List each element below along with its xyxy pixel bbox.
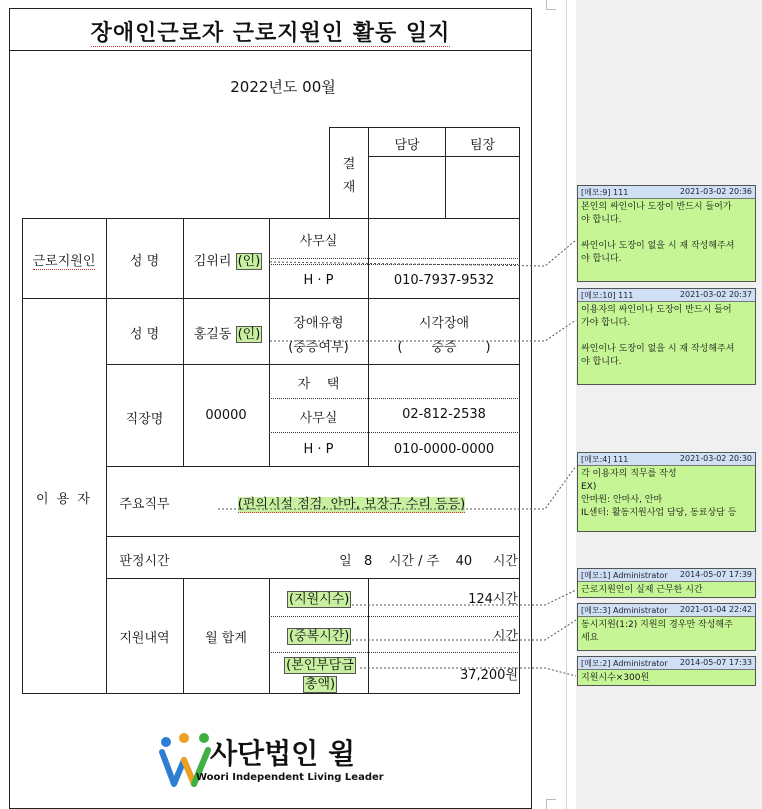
user-name-field[interactable]: 홍길동 (인) [193, 327, 261, 342]
memo-1[interactable]: [메모:1] Administrator 2014-05-07 17:39 근로지원인이 실제 근무한 시간 [577, 568, 756, 598]
approval-label-1: 결 [342, 157, 356, 172]
worker-row-label: 근로지원인 [32, 254, 96, 269]
duty-label: 주요직무 [119, 497, 170, 512]
copay-label: (본인부담금 총액) [286, 658, 354, 692]
year-month[interactable]: 2022년도 00월 [230, 78, 336, 96]
disability-value-1[interactable]: 시각장애 [418, 316, 470, 331]
user-row-label: 이 용 자 [36, 492, 92, 507]
user-office-value[interactable]: 02-812-2538 [402, 407, 486, 422]
worker-hp-value[interactable]: 010-7937-9532 [393, 273, 495, 288]
user-name-label: 성 명 [129, 327, 160, 342]
worker-hp-label: H · P [303, 273, 334, 288]
user-hp-label: H · P [303, 442, 334, 457]
document-title[interactable]: 장애인근로자 근로지원인 활동 일지 [90, 21, 451, 46]
user-office-label: 사무실 [299, 411, 338, 426]
workplace-label: 직장명 [125, 412, 164, 427]
worker-name-label: 성 명 [129, 254, 160, 269]
approval-col1-label: 담당 [394, 138, 420, 153]
duty-value[interactable]: (편의시설 점검, 안마, 보장구 수리 등등) [237, 497, 466, 512]
disability-label-2: (중증여부) [288, 340, 349, 355]
support-hours-label: (지원시수) [289, 592, 350, 607]
memo-10[interactable]: [메모:10] 111 2021-03-02 20:37 이용자의 싸인이나 도장이 반드시 들어 가야 합니다. 싸인이나 도장이 없을 시 재 작성해주셔 야 합니다. [577, 288, 756, 385]
memo-3[interactable]: [메모:3] Administrator 2021-01-04 22:42 동시지원(1:2) 지원의 경우만 작성해주 세요 [577, 603, 756, 651]
disability-label-1: 장애유형 [293, 316, 344, 331]
user-seal: (인) [237, 327, 261, 342]
overlap-hours-value[interactable]: 시간 [492, 629, 518, 644]
home-label: 자 택 [297, 377, 340, 392]
workplace-value[interactable]: 00000 [205, 408, 247, 423]
hours-value[interactable]: 일 8 시간 / 주 40 시간 [339, 554, 518, 569]
disability-value-2[interactable]: ( 중증 ) [397, 340, 491, 355]
worker-name-field[interactable]: 김위리 (인) [193, 254, 261, 269]
worker-seal: (인) [237, 254, 261, 269]
support-hours-value[interactable]: 124시간 [468, 592, 518, 607]
user-hp-value[interactable]: 010-0000-0000 [393, 442, 495, 457]
logo-name: 사단법인 윌 [210, 737, 355, 770]
memo-2[interactable]: [메모:2] Administrator 2014-05-07 17:33 지원시수×300원 [577, 656, 756, 686]
worker-office-label: 사무실 [299, 234, 338, 249]
memo-4[interactable]: [메모:4] 111 2021-03-02 20:30 각 이용자의 직무를 작성 EX) 안마원: 안마사, 안마 IL센터: 활동지원사업 담당, 동료상담 등 [577, 452, 756, 532]
logo-subtitle: Woori Independent Living Leader [196, 772, 384, 783]
approval-label-2: 재 [342, 180, 356, 195]
hours-label: 판정시간 [119, 554, 170, 569]
support-label: 지원내역 [119, 631, 170, 646]
approval-col2-label: 팀장 [469, 138, 496, 153]
copay-value[interactable]: 37,200원 [459, 668, 518, 683]
monthly-total-label: 월 합계 [205, 631, 247, 646]
memo-9[interactable]: [메모:9] 111 2021-03-02 20:36 본인의 싸인이나 도장이 반드시 들어가 야 합니다. 싸인이나 도장이 없을 시 재 작성해주셔 야 합니다. [577, 185, 756, 282]
overlap-hours-label: (중복시간) [289, 629, 350, 644]
